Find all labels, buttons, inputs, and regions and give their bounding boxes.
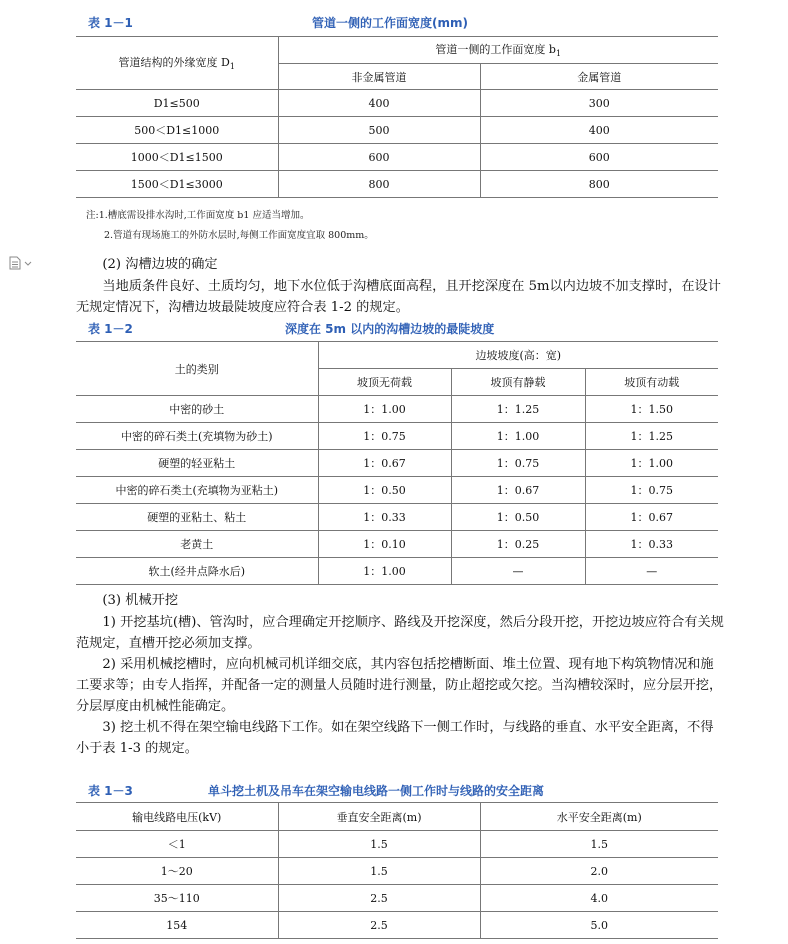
table1-header-width: 管道结构的外缘宽度 $D_1$ [76,37,278,90]
paragraph-2: 2) 采用机械挖槽时，应向机械司机详细交底，其内容包括挖槽断面、堆土位置、现有地下构筑物情况和施工要求等；由专人指挥，并配备一定的测量人员随时进行测量，防止超挖或欠挖。当沟槽较深时，应分层开挖，分层厚度由机械性能确定。 [76,657,723,714]
table-row: 中密的碎石类土(充填物为砂土) 1：0.75 1：1.00 1：1.25 [76,423,718,450]
table3 [76,802,718,939]
document-icon[interactable] [9,255,35,274]
table-row: 154 2.5 5.0 [76,912,718,939]
table3-header-voltage: 输电线路电压(kV) [76,803,278,831]
table1-header-metal: 金属管道 [480,64,718,90]
section2-heading: (2) 沟槽边坡的确定 [102,257,218,272]
table-row: 老黄土 1：0.10 1：0.25 1：0.33 [76,531,718,558]
table-row: 1～20 1.5 2.0 [76,858,718,885]
table3-header-horizontal: 水平安全距离(m) [480,803,718,831]
table-row: ＜1 1.5 1.5 [76,831,718,858]
table-row: 硬塑的轻亚粘土 1：0.67 1：0.75 1：1.00 [76,450,718,477]
table2-header-slope: 边坡坡度(高：宽) [318,342,718,369]
section2-body: 当地质条件良好、土质均匀，地下水位低于沟槽底面高程，且开挖深度在 5m以内边坡不加支撑时，在设计无规定情况下，沟槽边坡最陡坡度应符合表 1-2 的规定。 [76,279,721,315]
table2 [76,341,718,585]
table1-label: 表 1－1 [88,16,133,30]
table3-label: 表 1－3 [88,784,133,798]
table2-header-no-load: 坡顶无荷载 [318,369,451,396]
table2-title: 深度在 5m 以内的沟槽边坡的最陡坡度 [285,322,495,336]
table-row: 35～110 2.5 4.0 [76,885,718,912]
table1-note-1: 注:1.槽底需设排水沟时,工作面宽度 b1 应适当增加。 [86,210,310,221]
table2-label: 表 1－2 [88,322,133,336]
paragraph-1: 1) 开挖基坑(槽)、管沟时，应合理确定开挖顺序、路线及开挖深度，然后分段开挖，开挖边坡应符合有关规范规定，直槽开挖必须加支撑。 [76,615,724,651]
table-row: D1≤500 400 300 [76,90,718,117]
paragraph-3: 3) 挖土机不得在架空输电线路下工作。如在架空线路下一侧工作时，与线路的垂直、水平安全距离，不得小于表 1-3 的规定。 [76,720,714,756]
table1 [76,36,718,198]
section3-heading: (3) 机械开挖 [102,593,179,608]
table1-note-2: 2.管道有现场施工的外防水层时,每侧工作面宽度宜取 800mm。 [104,230,374,241]
table-row: 1500＜D1≤3000 800 800 [76,171,718,198]
table3-header-vertical: 垂直安全距离(m) [278,803,480,831]
table-row: 中密的碎石类土(充填物为亚粘土) 1：0.50 1：0.67 1：0.75 [76,477,718,504]
table-row: 中密的砂土 1：1.00 1：1.25 1：1.50 [76,396,718,423]
table1-header-nonmetal: 非金属管道 [278,64,480,90]
table-row: 1000＜D1≤1500 600 600 [76,144,718,171]
table1-title: 管道一侧的工作面宽度(mm) [312,16,468,30]
table2-header-soil: 土的类别 [76,342,318,396]
table1-header-group: 管道一侧的工作面宽度 $b_1$ [278,37,718,64]
table-row: 500＜D1≤1000 500 400 [76,117,718,144]
table2-header-dynamic-load: 坡顶有动载 [585,369,718,396]
table3-title: 单斗挖土机及吊车在架空输电线路一侧工作时与线路的安全距离 [208,784,545,798]
table-row: 软土(经井点降水后) 1：1.00 — — [76,558,718,585]
table-row: 硬塑的亚粘土、粘土 1：0.33 1：0.50 1：0.67 [76,504,718,531]
table2-header-static-load: 坡顶有静载 [451,369,585,396]
